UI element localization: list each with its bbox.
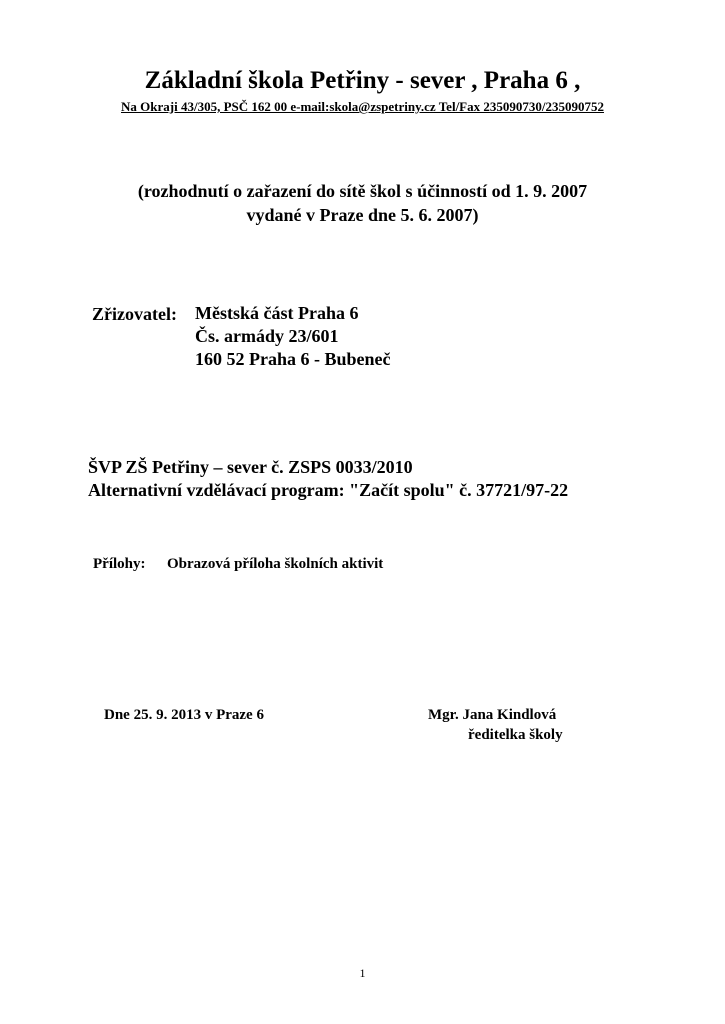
school-address: Na Okraji 43/305, PSČ 162 00 e-mail:skola@zspetriny.cz Tel/Fax 235090730/235090752 [121, 99, 604, 114]
decision-line-1: (rozhodnutí o zařazení do sítě škol s účinností od 1. 9. 2007 [137, 181, 588, 201]
founder-line-3: 160 52 Praha 6 - Bubeneč [195, 349, 391, 369]
signer-role: ředitelka školy [468, 727, 563, 743]
founder-line-1: Městská část Praha 6 [195, 303, 359, 323]
founder-line-2: Čs. armády 23/601 [195, 326, 339, 346]
attachments-label: Přílohy: [93, 556, 146, 572]
attachments-value: Obrazová příloha školních aktivit [167, 556, 384, 572]
decision-note [0, 179, 725, 227]
signature-date: Dne 25. 9. 2013 v Praze 6 [104, 707, 264, 723]
decision-line-2: vydané v Praze dne 5. 6. 2007) [246, 205, 479, 225]
founder-label: Zřizovatel: [92, 304, 177, 324]
page-number: 1 [359, 966, 366, 980]
program-line-1: ŠVP ZŠ Petřiny – sever č. ZSPS 0033/2010 [88, 457, 413, 477]
program-line-2: Alternativní vzdělávací program: "Začít spolu" č. 37721/97-22 [88, 480, 569, 500]
founder-details [195, 302, 391, 371]
signer-name: Mgr. Jana Kindlová [428, 707, 557, 723]
page-title: Základní škola Petřiny - sever , Praha 6 , [144, 67, 581, 94]
program-info [88, 456, 568, 502]
